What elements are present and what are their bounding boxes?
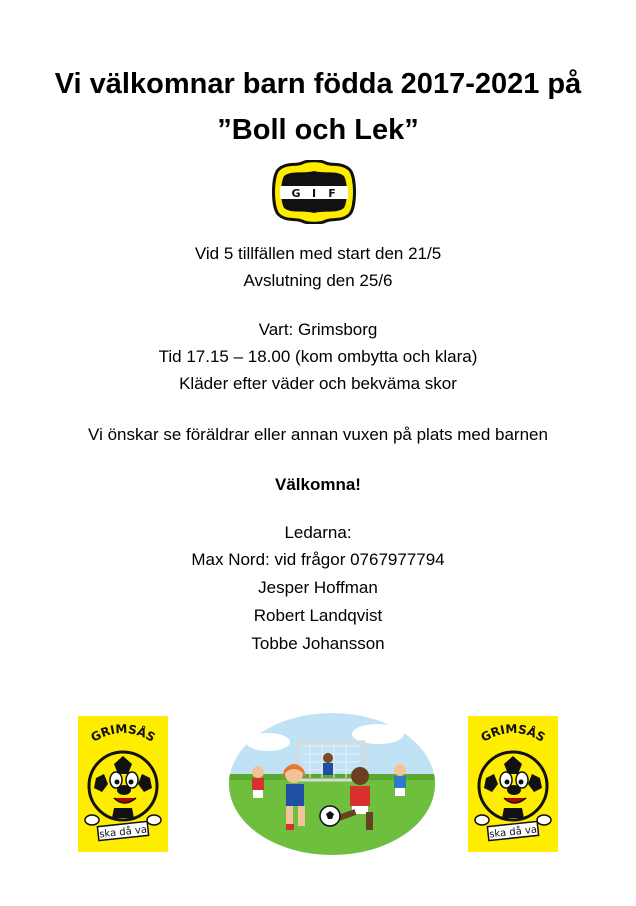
detail-where: Vart: Grimsborg	[258, 320, 378, 339]
kids-playing-football-icon	[228, 712, 436, 856]
grimsas-mascot-right-icon	[468, 716, 558, 852]
leader-name: Max Nord: vid frågor 0767977794	[191, 550, 445, 569]
leader-name: Tobbe Johansson	[251, 634, 385, 653]
heading-line-2: ”Boll och Lek”	[217, 114, 419, 146]
mascot-name-text: GRIMSÅS	[478, 721, 548, 745]
mascot-name-text: GRIMSÅS	[88, 721, 158, 745]
parents-note: Vi önskar se föräldrar eller annan vuxen på plats med barnen	[88, 425, 548, 444]
heading-line-1: Vi välkomnar barn födda 2017-2021 på	[54, 68, 582, 100]
detail-time: Tid 17.15 – 18.00 (kom ombytta och klara)	[158, 347, 478, 366]
gif-letter-i: I	[311, 187, 317, 200]
welcome-text: Välkomna!	[275, 475, 361, 494]
gif-club-logo-icon	[272, 160, 356, 224]
schedule-occasions: Vid 5 tillfällen med start den 21/5	[194, 244, 442, 263]
gif-letter-f: F	[328, 187, 336, 200]
gif-letter-g: G	[291, 187, 301, 200]
grimsas-mascot-left-icon	[78, 716, 168, 852]
schedule-ending: Avslutning den 25/6	[243, 271, 393, 290]
leader-name: Jesper Hoffman	[258, 578, 378, 597]
mascot-slogan-text: ska då va	[488, 824, 538, 841]
mascot-slogan-text: ska då va	[98, 824, 148, 841]
detail-clothes: Kläder efter väder och bekväma skor	[179, 374, 457, 393]
leaders-label: Ledarna:	[284, 523, 352, 542]
leader-name: Robert Landqvist	[253, 606, 383, 625]
